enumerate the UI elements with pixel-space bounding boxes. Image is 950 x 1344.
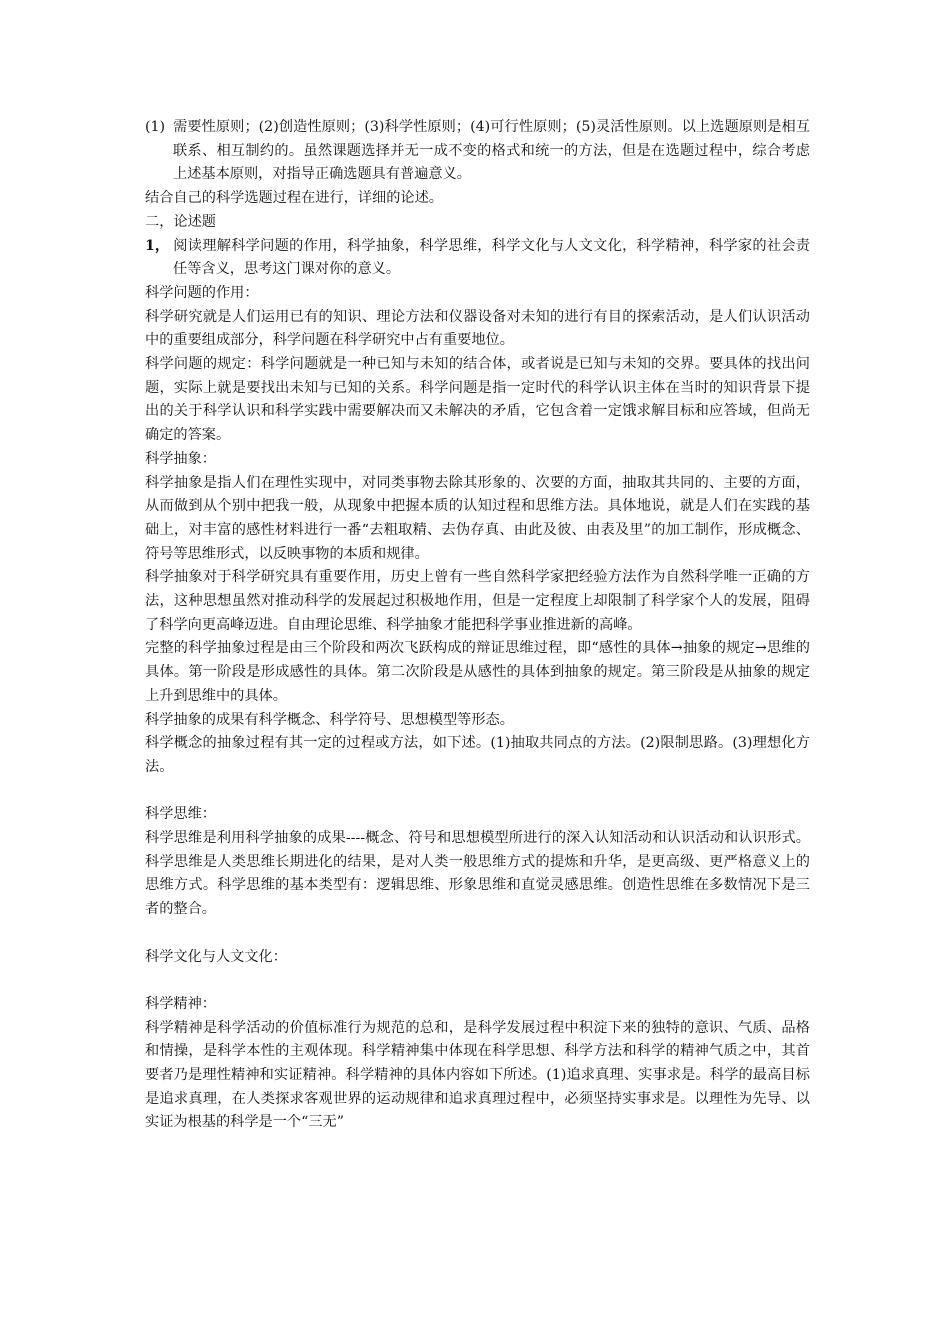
abstraction-paragraph-1: 科学抽象是指人们在理性实现中，对同类事物去除其形象的、次要的方面，抽取其共同的、主要的方面，从而做到从个别中把我一般，从现象中把握本质的认知过程和思维方法。具体地说，就是人们在实践的基础上，对丰富的感性材料进行一番“去粗取精、去伪存真、由此及彼、由表及里”的加工制作，形成概念、符号等思维形式，以反映事物的本质和规律。	[145, 474, 810, 562]
section-heading: 二，论述题	[145, 213, 216, 230]
blank-line	[145, 922, 810, 946]
abstraction-paragraph-3: 完整的科学抽象过程是由三个阶段和两次飞跃构成的辩证思维过程，即“感性的具体→抽象的规定→思维的具体。第一阶段是形成感性的具体。第二次阶段是从感性的具体到抽象的规定。第三阶段是从抽象的规定上升到思维中的具体。	[145, 640, 810, 704]
question-number: 1，	[145, 237, 170, 254]
blank-line	[145, 780, 810, 804]
blank-line	[145, 969, 810, 993]
question-text: 阅读理解科学问题的作用，科学抽象，科学思维，科学文化与人文文化，科学精神，科学家的社会责任等含义，思考这门课对你的意义。	[173, 237, 810, 278]
definition-paragraph: 科学问题的规定：科学问题就是一种已知与未知的结合体，或者说是已知与未知的交界。要具体的找出问题，实际上就是要找出未知与已知的关系。科学问题是指一定时代的科学认识主体在当时的知识背景下提出的关于科学认识和科学实践中需要解决而又未解决的矛盾，它包含着一定饿求解目标和应答域，但尚无确定的答案。	[145, 356, 810, 444]
principle-list-item	[145, 116, 810, 187]
culture-heading: 科学文化与人文文化：	[145, 948, 287, 965]
document-page	[145, 116, 810, 1135]
abstraction-paragraph-4: 科学抽象的成果有科学概念、科学符号、思想模型等形态。	[145, 711, 514, 728]
spirit-heading: 科学精神：	[145, 995, 216, 1012]
list-item-text: 需要性原则；(2)创造性原则；(3)科学性原则；(4)可行性原则；(5)灵活性原则。以上选题原则是相互联系、相互制约的。虽然课题选择并无一成不变的格式和统一的方法，但是在选题过程中，综合考虑上述基本原则，对指导正确选题具有普遍意义。	[173, 119, 810, 183]
role-heading: 科学问题的作用：	[145, 284, 259, 301]
abstraction-paragraph-5: 科学概念的抽象过程有其一定的过程或方法，如下述。(1)抽取共同点的方法。(2)限制思路。(3)理想化方法。	[145, 735, 810, 775]
spirit-paragraph: 科学精神是科学活动的价值标准行为规范的总和，是科学发展过程中积淀下来的独特的意识、气质、品格和情操，是科学本性的主观体现。科学精神集中体现在科学思想、科学方法和科学的精神气质之中，其首要者乃是理性精神和实证精神。科学精神的具体内容如下所述。(1)追求真理、实事求是。科学的最高目标是追求真理，在人类探求客观世界的运动规律和追求真理过程中，必须坚持实事求是。以理性为先导、以实证为根基的科学是一个“三无”	[145, 1019, 810, 1131]
question-item	[145, 235, 810, 282]
list-number: (1)	[145, 119, 166, 135]
thinking-heading: 科学思维：	[145, 806, 216, 823]
role-paragraph: 科学研究就是人们运用已有的知识、理论方法和仪器设备对未知的进行有目的探索活动，是人们认识活动中的重要组成部分，科学问题在科学研究中占有重要地位。	[145, 308, 810, 349]
selection-instruction: 结合自己的科学选题过程在进行，详细的论述。	[145, 190, 443, 207]
abstraction-paragraph-2: 科学抽象对于科学研究具有重要作用，历史上曾有一些自然科学家把经验方法作为自然科学唯一正确的方法，这种思想虽然对推动科学的发展起过积极地作用，但是一定程度上却限制了科学家个人的发展，阻碍了科学向更高峰迈进。自由理论思维、科学抽象才能把科学事业推进新的高峰。	[145, 569, 810, 633]
abstraction-heading: 科学抽象：	[145, 450, 216, 467]
thinking-paragraph: 科学思维是利用科学抽象的成果----概念、符号和思想模型所进行的深入认知活动和认识活动和认识形式。科学思维是人类思维长期进化的结果，是对人类一般思维方式的提炼和升华，是更高级、更严格意义上的思维方式。科学思维的基本类型有：逻辑思维、形象思维和直觉灵感思维。创造性思维在多数情况下是三者的整合。	[145, 830, 810, 918]
